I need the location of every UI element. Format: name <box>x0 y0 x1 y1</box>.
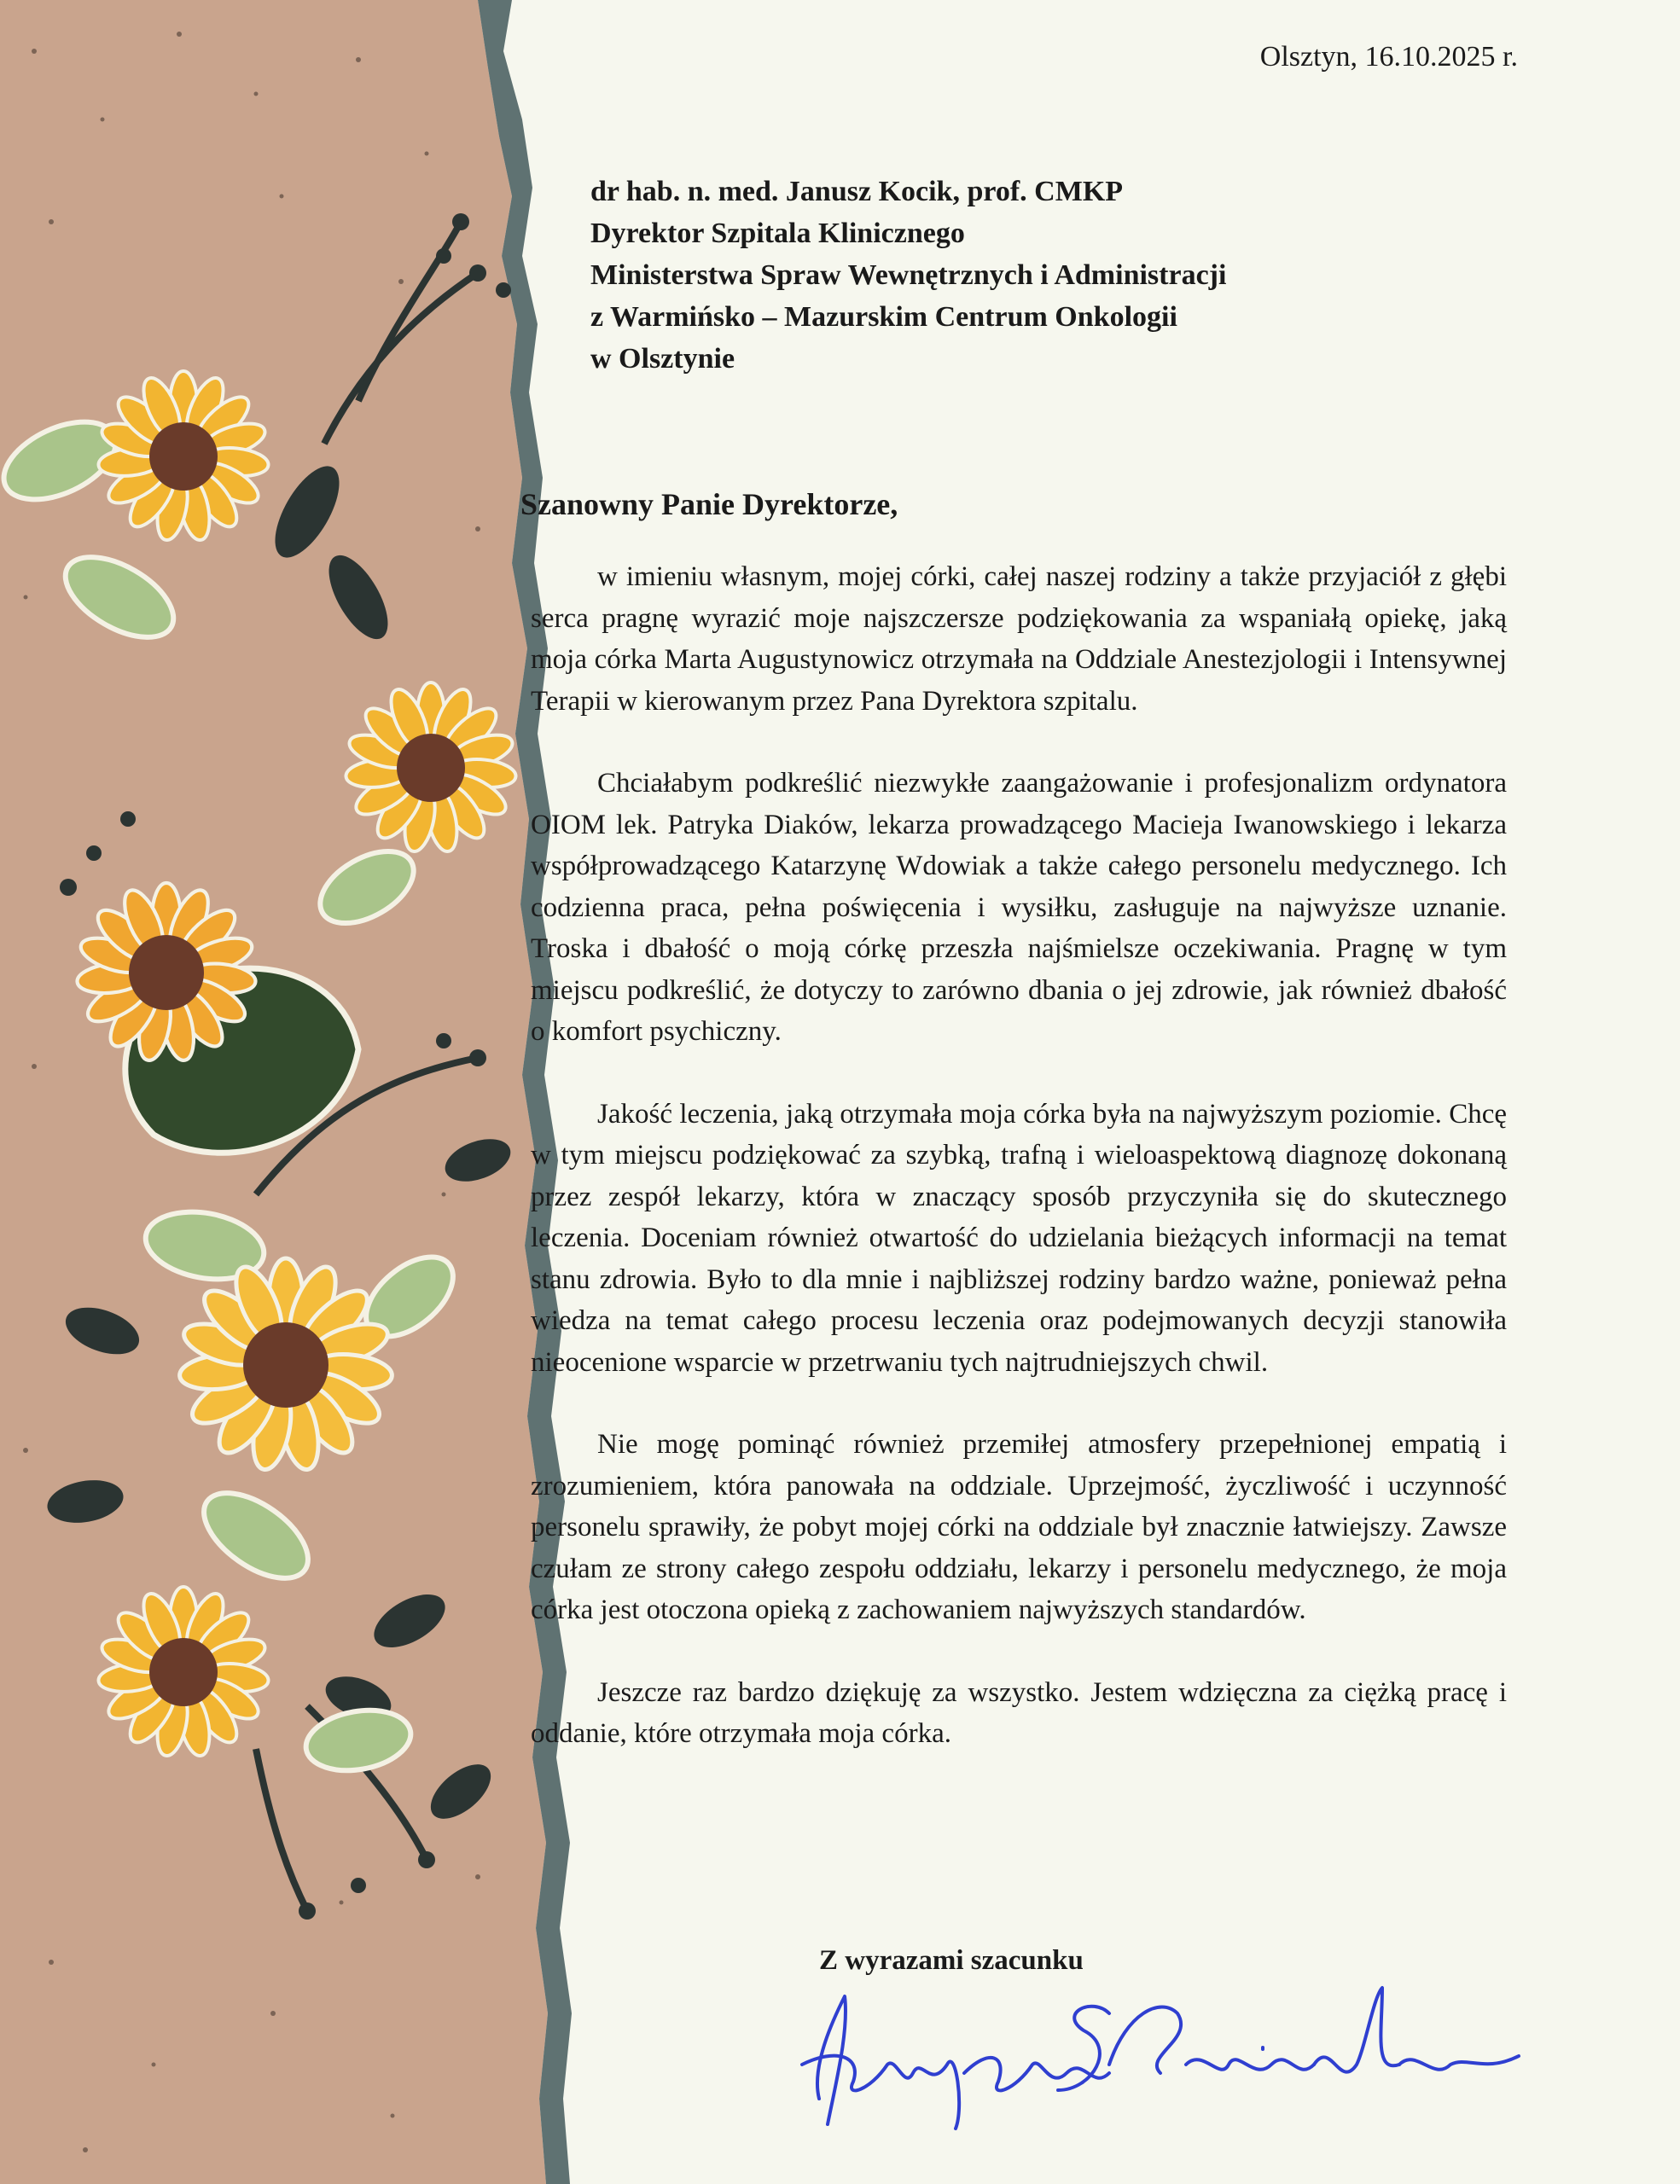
body-paragraph: w imieniu własnym, mojej córki, całej naszej rodziny a także przyjaciół z głębi serca pragnę wyrazić moje najszczersze podziękowania za wspaniałą opiekę, jaką moja córka Marta Augustynowicz otrzymała na Oddziale Anestezjologii i Intensywnej Terapii w kierowanym przez Pana Dyrektora szpitalu. <box>531 561 1507 717</box>
addressee-block <box>590 171 1226 380</box>
addressee-line: z Warmińsko – Mazurskim Centrum Onkologii <box>590 301 1177 333</box>
addressee-line: w Olsztynie <box>590 343 735 375</box>
addressee-line: dr hab. n. med. Janusz Kocik, prof. CMKP <box>590 176 1124 207</box>
handwritten-signature <box>785 1962 1536 2133</box>
body-paragraph: Jeszcze raz bardzo dziękuję za wszystko. Jestem wdzięczna za ciężką pracę i oddanie, które otrzymała moja córka. <box>531 1676 1507 1749</box>
addressee-line: Ministerstwa Spraw Wewnętrznych i Administracji <box>590 259 1227 291</box>
addressee-line: Dyrektor Szpitala Klinicznego <box>590 218 965 249</box>
letter-date: Olsztyn, 16.10.2025 r. <box>1259 41 1518 73</box>
closing: Z wyrazami szacunku <box>819 1945 1084 1976</box>
salutation: Szanowny Panie Dyrektorze, <box>520 487 898 521</box>
letter-body <box>531 556 1507 1796</box>
body-paragraph: Chciałabym podkreślić niezwykłe zaangażowanie i profesjonalizm ordynatora OIOM lek. Patryka Diaków, lekarza prowadzącego Macieja Iwanowskiego i lekarza współprowadzącego Katarzynę Wdowiak a także całego personelu medycznego. Ich codzienna praca, pełna poświęcenia i wysiłku, zasługuje na najwyższe uznanie. Troska i dbałość o moją córkę przeszła najśmielsze oczekiwania. Pragnę w tym miejscu podkreślić, że dotyczy to zarówno dbania o jej zdrowie, jak również dbałość o komfort psychiczny. <box>531 768 1507 1047</box>
body-paragraph: Jakość leczenia, jaką otrzymała moja córka była na najwyższym poziomie. Chcę w tym miejscu podziękować za szybką, trafną i wieloaspektową diagnozę dokonaną przez zespół lekarzy, która w znaczący sposób przyczyniła się do skutecznego leczenia. Doceniam również otwartość do udzielania bieżących informacji na temat stanu zdrowia. Było to dla mnie i najbliższej rodziny bardzo ważne, ponieważ pełna wiedza na temat całego procesu leczenia oraz podejmowanych decyzji stanowiła nieocenione wsparcie w przetrwaniu tych najtrudniejszych chwil. <box>531 1098 1507 1378</box>
body-paragraph: Nie mogę pominąć również przemiłej atmosfery przepełnionej empatią i zrozumieniem, która panowała na oddziale. Uprzejmość, życzliwość i uczynność personelu sprawiły, że pobyt mojej córki na oddziale był znacznie łatwiejszy. Zawsze czułam ze strony całego zespołu oddziału, lekarzy i personelu medycznego, że moja córka jest otoczona opieką z zachowaniem najwyższych standardów. <box>531 1429 1507 1625</box>
